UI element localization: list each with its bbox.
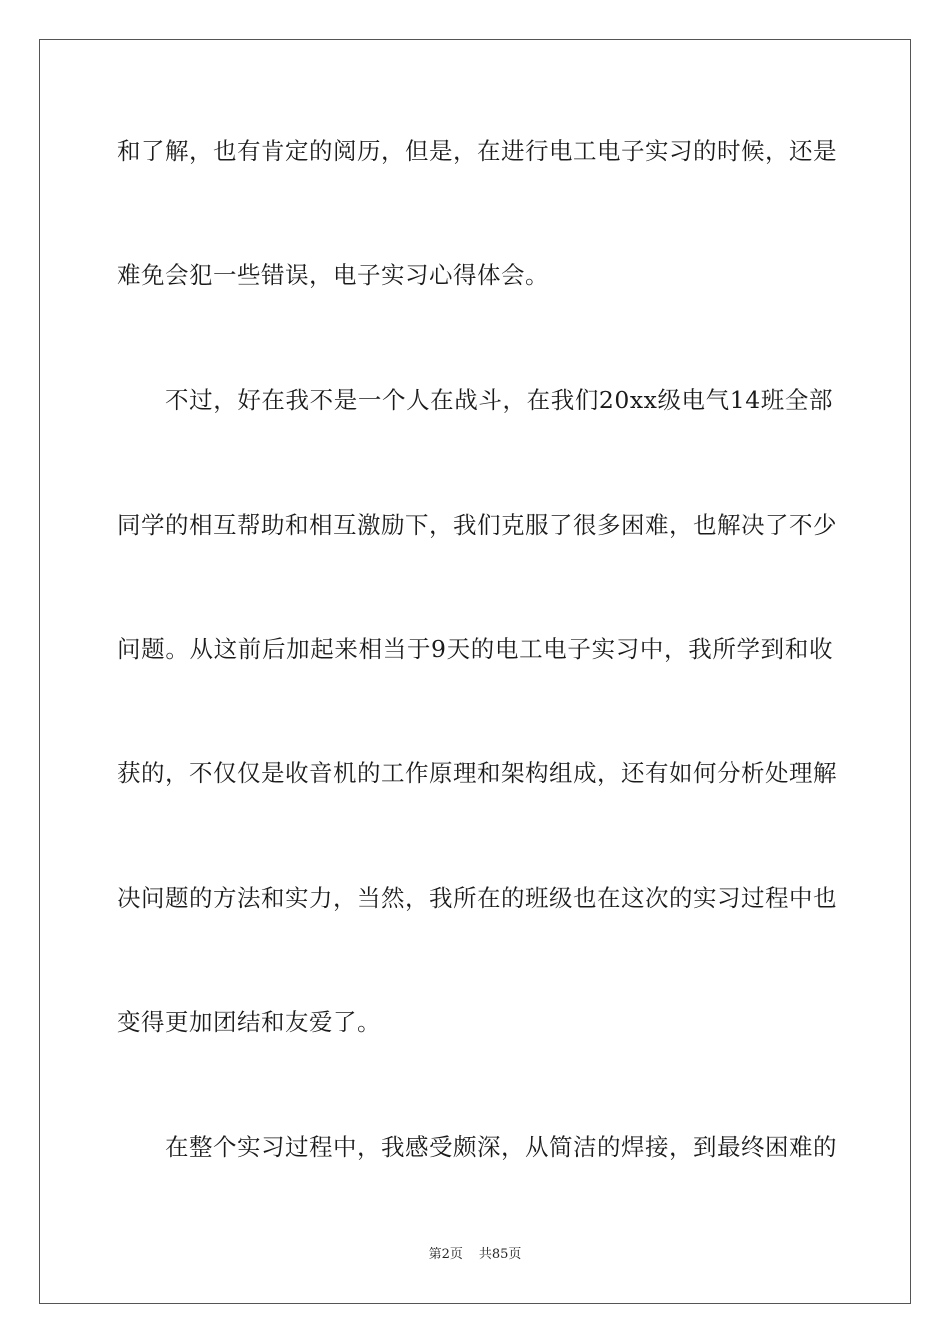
paragraph-line: 变得更加团结和友爱了。: [117, 1008, 381, 1036]
paragraph-line: 难免会犯一些错误，电子实习心得体会。: [117, 261, 549, 289]
paragraph-line: 决问题的方法和实力，当然，我所在的班级也在这次的实习过程中也: [117, 884, 837, 912]
paragraph-line: 不过，好在我不是一个人在战斗，在我们20xx级电气14班全部: [165, 386, 833, 414]
paragraph-line: 和了解，也有肯定的阅历，但是，在进行电工电子实习的时候，还是: [117, 137, 837, 165]
page-border: [39, 39, 911, 1304]
paragraph-line: 同学的相互帮助和相互激励下，我们克服了很多困难，也解决了不少: [117, 511, 837, 539]
page-number: 第2页: [428, 1247, 463, 1262]
page-footer: [0, 1246, 950, 1264]
total-pages: 共85页: [478, 1247, 522, 1262]
paragraph-line: 获的，不仅仅是收音机的工作原理和架构组成，还有如何分析处理解: [117, 759, 837, 787]
paragraph-line: 问题。从这前后加起来相当于9天的电工电子实习中，我所学到和收: [117, 635, 833, 663]
paragraph-line: 在整个实习过程中，我感受颇深，从简洁的焊接，到最终困难的: [165, 1133, 837, 1161]
